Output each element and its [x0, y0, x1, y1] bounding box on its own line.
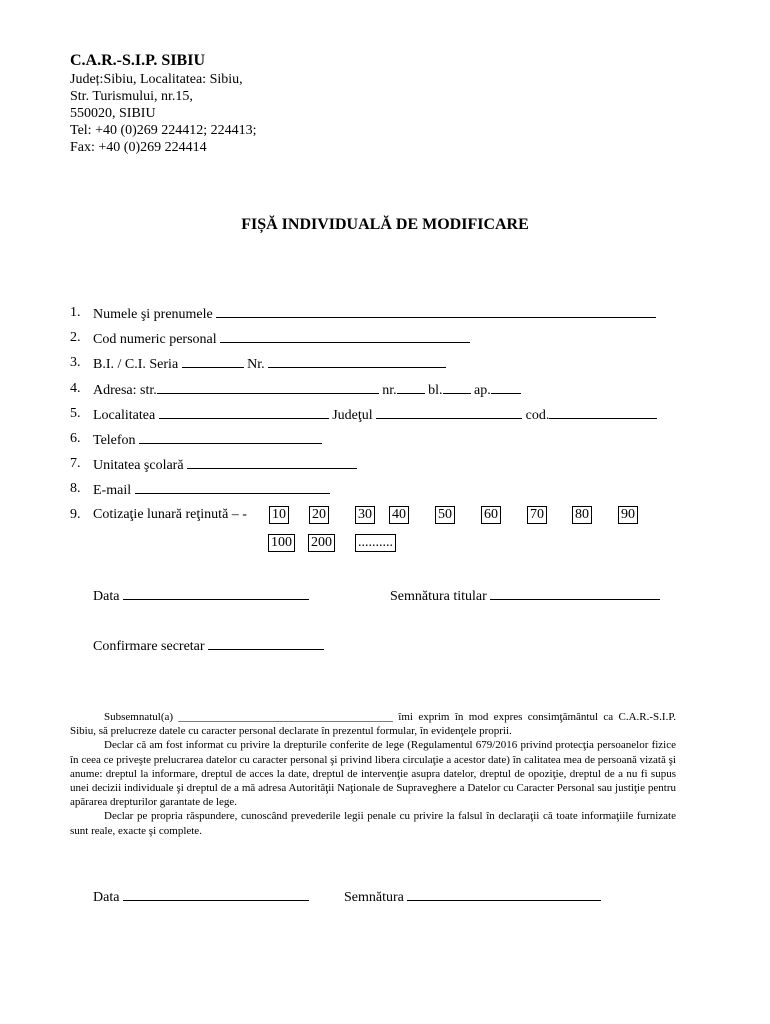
field-number: 2.: [70, 330, 81, 346]
email-label: E-mail: [93, 483, 132, 499]
postal-code-label: cod.: [525, 407, 550, 423]
amount-option-100[interactable]: 100: [268, 534, 295, 552]
cnp-field[interactable]: [220, 329, 470, 343]
form-title: FIȘĂ INDIVIDUALĂ DE MODIFICARE: [241, 216, 529, 233]
field-number: 8.: [70, 481, 81, 497]
secretary-confirmation-row: [93, 636, 324, 655]
field-number: 5.: [70, 405, 81, 421]
id-series-label: B.I. / C.I. Seria: [93, 357, 179, 373]
final-signature-field[interactable]: [407, 887, 601, 901]
titular-signature-field[interactable]: [490, 586, 660, 600]
apartment-label: ap.: [474, 382, 491, 398]
id-series-field[interactable]: [182, 354, 244, 368]
locality-label: Localitatea: [93, 407, 156, 423]
address-line: Județ:Sibiu, Localitatea: Sibiu,: [70, 72, 243, 87]
consent-paragraph: Declar pe propria răspundere, cunoscând prevederile legii penale cu privire la falsul în declaraţii că toate informaţiile furnizate sunt reale, exacte şi complete.: [70, 810, 676, 837]
amount-option-90[interactable]: 90: [618, 506, 638, 524]
titular-signature-label: Semnătura titular: [390, 589, 487, 604]
amount-option-10[interactable]: 10: [269, 506, 289, 524]
address-line: Str. Turismului, nr.15,: [70, 89, 193, 104]
street-number-label: nr.: [382, 382, 397, 398]
final-signature-row: [344, 887, 601, 906]
date-signature-row: [93, 586, 309, 605]
field-number: 1.: [70, 305, 81, 320]
phone-field[interactable]: [139, 430, 322, 444]
county-field[interactable]: [376, 405, 522, 419]
email-field[interactable]: [135, 480, 330, 494]
school-label: Unitatea şcolară: [93, 458, 184, 474]
block-label: bl.: [428, 382, 443, 398]
street-field[interactable]: [157, 380, 379, 394]
fax-line: Fax: +40 (0)269 224414: [70, 140, 207, 155]
amount-option-20[interactable]: 20: [309, 506, 329, 524]
final-signature-label: Semnătura: [344, 890, 404, 905]
consent-paragraph: Subsemnatul(a) _______________________________________ îmi exprim în mod expres consimţământul ca C.A.R.-S.I.P. Sibiu, să prelucreze datele cu caracter personal declarate în prezentul formular, în evidenţele proprii.: [70, 711, 676, 738]
contribution-label: Cotizaţie lunară reţinută – -: [93, 506, 247, 522]
amount-option-40[interactable]: 40: [389, 506, 409, 524]
secretary-confirmation-label: Confirmare secretar: [93, 639, 205, 654]
final-date-field[interactable]: [123, 887, 309, 901]
amount-option-other[interactable]: ..........: [355, 534, 396, 552]
field-number: 9.: [70, 506, 81, 522]
amount-option-200[interactable]: 200: [308, 534, 335, 552]
secretary-confirmation-field[interactable]: [208, 636, 324, 650]
final-date-row: [93, 887, 309, 906]
organization-name: C.A.R.-S.I.P. SIBIU: [70, 52, 205, 69]
date-field[interactable]: [123, 586, 309, 600]
phone-line: Tel: +40 (0)269 224412; 224413;: [70, 123, 257, 138]
amount-option-50[interactable]: 50: [435, 506, 455, 524]
school-field[interactable]: [187, 455, 357, 469]
field-number: 6.: [70, 430, 81, 446]
consent-paragraph: Declar că am fost informat cu privire la drepturile conferite de lege (Regulamentul 679/2016 privind protecţia persoanelor fizice în ceea ce priveşte prelucrarea datelor cu caracter personal şi privind libera circulaţie a acestor date) în calitatea mea de persoană vizată şi anume: dreptul la informare, dreptul de acces la date, dreptul de intervenţie asupra datelor, dreptul de opoziţie, dreptul de a nu fi supus unei decizii individuale şi dreptul de a mă adresa Autorităţii Naţionale de Supraveghere a Datelor cu Caracter Personal sau justiţie pentru apărarea drepturilor garantate de lege.: [70, 739, 676, 809]
consent-text: [70, 710, 676, 838]
amount-option-80[interactable]: 80: [572, 506, 592, 524]
id-number-label: Nr.: [247, 357, 265, 373]
organization-header: [70, 51, 257, 156]
postal-code-field[interactable]: [549, 405, 657, 419]
date-label: Data: [93, 589, 120, 604]
block-field[interactable]: [443, 380, 471, 394]
address-line: 550020, SIBIU: [70, 106, 156, 121]
county-label: Judeţul: [332, 407, 373, 423]
cnp-label: Cod numeric personal: [93, 332, 217, 348]
titular-signature-row: [390, 586, 660, 605]
field-number: 4.: [70, 380, 81, 396]
id-number-field[interactable]: [268, 354, 446, 368]
street-label: Adresa: str.: [93, 382, 157, 398]
final-date-label: Data: [93, 890, 120, 905]
name-label: Numele şi prenumele: [93, 307, 213, 322]
phone-label: Telefon: [93, 432, 136, 448]
amount-option-70[interactable]: 70: [527, 506, 547, 524]
field-number: 3.: [70, 355, 81, 371]
street-number-field[interactable]: [397, 380, 425, 394]
field-number: 7.: [70, 456, 81, 472]
locality-field[interactable]: [159, 405, 329, 419]
name-field[interactable]: [216, 304, 656, 318]
amount-option-60[interactable]: 60: [481, 506, 501, 524]
amount-option-30[interactable]: 30: [355, 506, 375, 524]
apartment-field[interactable]: [491, 380, 521, 394]
